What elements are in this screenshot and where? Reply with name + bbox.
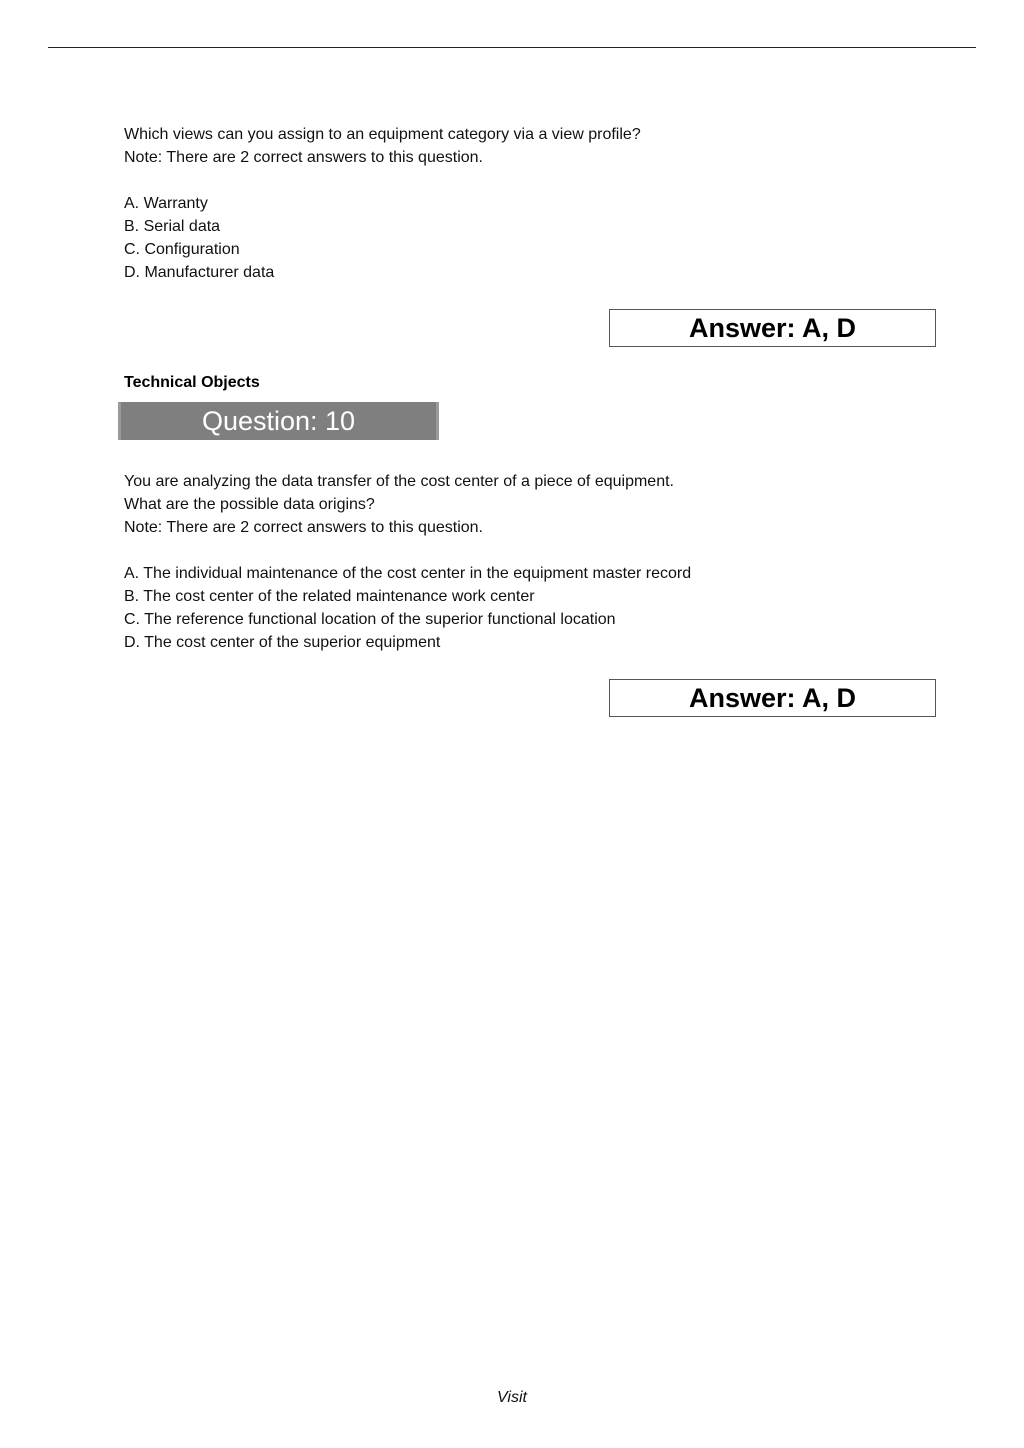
question-10-prompt-line-1: You are analyzing the data transfer of the cost center of a piece of equipment. [124,473,674,490]
question-10-prompt-line-2: What are the possible data origins? [124,496,375,513]
header-rule [48,47,976,48]
question-10-answer-box [609,679,936,717]
question-9-answer-text: Answer: A, D [688,312,857,343]
question-10-banner-text: Question: 10 [201,406,356,436]
footer-visit-text: Visit [497,1389,527,1406]
question-9-option-b: B. Serial data [124,218,221,235]
question-9-option-c: C. Configuration [124,241,240,258]
question-10-note: Note: There are 2 correct answers to this question. [124,519,483,536]
question-10-option-d: D. The cost center of the superior equipment [124,634,441,651]
question-9-note: Note: There are 2 correct answers to this question. [124,149,483,166]
question-10-option-c: C. The reference functional location of the superior functional location [124,611,616,628]
question-10-option-a: A. The individual maintenance of the cost center in the equipment master record [124,565,692,582]
question-9-option-a: A. Warranty [124,195,208,212]
question-9-option-d: D. Manufacturer data [124,264,275,281]
question-10-answer-text: Answer: A, D [688,682,857,713]
section-label: Technical Objects [124,374,260,391]
question-10-option-b: B. The cost center of the related maintenance work center [124,588,535,605]
question-9-answer-box [609,309,936,347]
question-9-prompt: Which views can you assign to an equipment category via a view profile? [124,126,641,143]
